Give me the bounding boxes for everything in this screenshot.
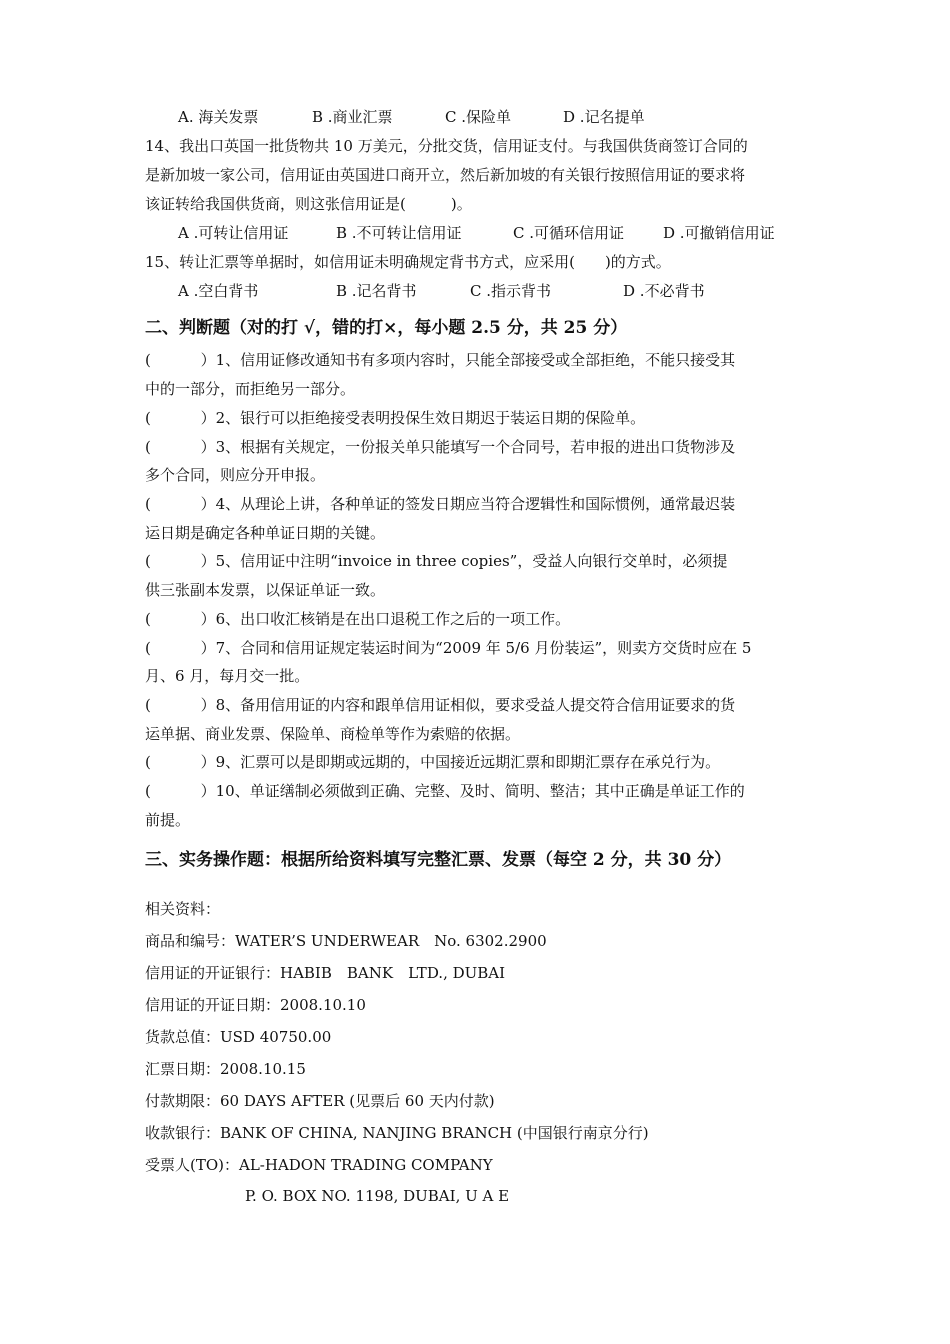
q15-option-b: B .记名背书 — [336, 282, 417, 300]
q14-line-3: 该证转给我国供货商，则这张信用证是( )。 — [145, 195, 472, 213]
tf-line-14: 运单据、商业发票、保险单、商检单等作为索赔的依据。 — [145, 725, 521, 743]
q13-option-b: B .商业汇票 — [312, 108, 393, 126]
tf-line-11: ( ）7、合同和信用证规定装运时间为“2009 年 5/6 月份装运”，则卖方交货时应在 5 — [145, 639, 752, 657]
q14-line-1: 14、我出口英国一批货物共 10 万美元，分批交货，信用证支付。与我国供货商签订合同的 — [145, 137, 748, 155]
q15-option-c: C .指示背书 — [470, 282, 552, 300]
tf-line-4: ( ）3、根据有关规定，一份报关单只能填写一个合同号，若申报的进出口货物涉及 — [145, 438, 736, 456]
q14-option-c: C .可循环信用证 — [513, 224, 625, 242]
section2-title: 二、判断题（对的打 √，错的打×，每小题 2.5 分，共 25 分） — [145, 318, 628, 338]
tf-line-1: ( ）1、信用证修改通知书有多项内容时，只能全部接受或全部拒绝，不能只接受其 — [145, 351, 736, 369]
q15-line: 15、转让汇票等单据时，如信用证未明确规定背书方式，应采用( )的方式。 — [145, 253, 671, 271]
tf-line-15: ( ）9、汇票可以是即期或远期的，中国接近远期汇票和即期汇票存在承兑行为。 — [145, 753, 721, 771]
q13-option-c: C .保险单 — [445, 108, 512, 126]
q14-option-d: D .可撤销信用证 — [663, 224, 775, 242]
info-line-5: 货款总值：USD 40750.00 — [145, 1028, 332, 1046]
drawee-address: P. O. BOX NO. 1198, DUBAI, U A E — [245, 1187, 510, 1205]
info-line-1: 相关资料： — [145, 900, 221, 918]
info-line-9: 受票人(TO)：AL-HADON TRADING COMPANY — [145, 1156, 493, 1174]
q13-option-a: A. 海关发票 — [178, 108, 259, 126]
q13-option-d: D .记名提单 — [563, 108, 645, 126]
tf-line-6: ( ）4、从理论上讲，各种单证的签发日期应当符合逻辑性和国际惯例，通常最迟装 — [145, 495, 736, 513]
tf-line-12: 月、6 月，每月交一批。 — [145, 667, 310, 685]
tf-line-5: 多个合同，则应分开申报。 — [145, 466, 326, 484]
info-line-4: 信用证的开证日期：2008.10.10 — [145, 996, 366, 1014]
info-line-7: 付款期限：60 DAYS AFTER (见票后 60 天内付款) — [145, 1092, 495, 1110]
q15-option-a: A .空白背书 — [178, 282, 259, 300]
q14-line-2: 是新加坡一家公司，信用证由英国进口商开立，然后新加坡的有关银行按照信用证的要求将 — [145, 166, 746, 184]
tf-line-13: ( ）8、备用信用证的内容和跟单信用证相似，要求受益人提交符合信用证要求的货 — [145, 696, 736, 714]
tf-line-10: ( ）6、出口收汇核销是在出口退税工作之后的一项工作。 — [145, 610, 571, 628]
info-line-3: 信用证的开证银行：HABIB BANK LTD., DUBAI — [145, 964, 506, 982]
section3-title: 三、实务操作题：根据所给资料填写完整汇票、发票（每空 2 分，共 30 分） — [145, 850, 732, 870]
tf-line-9: 供三张副本发票，以保证单证一致。 — [145, 581, 386, 599]
q14-option-b: B .不可转让信用证 — [336, 224, 462, 242]
tf-line-2: 中的一部分，而拒绝另一部分。 — [145, 380, 356, 398]
tf-line-7: 运日期是确定各种单证日期的关键。 — [145, 524, 386, 542]
tf-line-16: ( ）10、单证缮制必须做到正确、完整、及时、简明、整洁；其中正确是单证工作的 — [145, 782, 745, 800]
tf-line-17: 前提。 — [145, 811, 191, 829]
tf-line-8: ( ）5、信用证中注明“invoice in three copies”，受益人向银行交单时，必须提 — [145, 552, 728, 570]
q15-option-d: D .不必背书 — [623, 282, 705, 300]
tf-line-3: ( ）2、银行可以拒绝接受表明投保生效日期迟于装运日期的保险单。 — [145, 409, 646, 427]
info-line-8: 收款银行：BANK OF CHINA, NANJING BRANCH (中国银行南京分行) — [145, 1124, 649, 1142]
info-line-2: 商品和编号：WATER’S UNDERWEAR No. 6302.2900 — [145, 932, 547, 950]
q14-option-a: A .可转让信用证 — [178, 224, 289, 242]
info-line-6: 汇票日期：2008.10.15 — [145, 1060, 306, 1078]
